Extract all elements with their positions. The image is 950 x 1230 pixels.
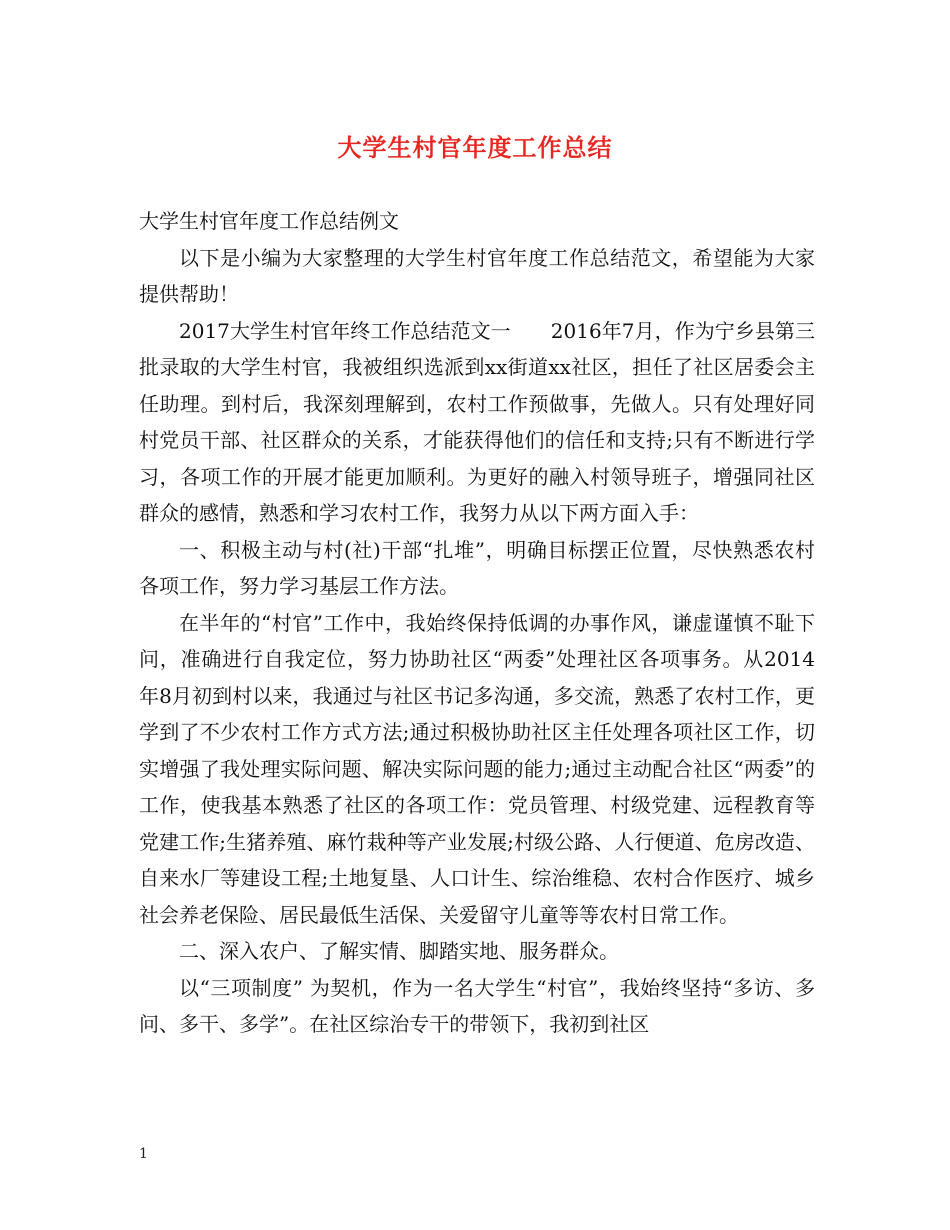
paragraph-section-two-body: 以“三项制度” 为契机，作为一名大学生“村官”，我始终坚持“多访、多问、多干、多学”。在社区综治专干的带领下，我初到社区 xyxy=(139,975,815,1036)
paragraph-overview: 2017大学生村官年终工作总结范文一 2016年7月，作为宁乡县第三批录取的大学生村官，我被组织选派到xx街道xx社区，担任了社区居委会主任助理。到村后，我深刻理解到，农村工作预做事，先做人。只有处理好同村党员干部、社区群众的关系，才能获得他们的信任和支持;只有不断进行学习，各项工作的开展才能更加顺利。为更好的融入村领导班子，增强同社区群众的感情，熟悉和学习农村工作，我努力从以下两方面入手： xyxy=(139,318,815,525)
document-title: 大学生村官年度工作总结 xyxy=(337,133,613,162)
paragraph-section-one-body: 在半年的“村官”工作中，我始终保持低调的办事作风，谦虚谨慎不耻下问，准确进行自我定位，努力协助社区“两委”处理社区各项事务。从2014 年8月初到村以来，我通过与社区书记多沟通，多交流，熟悉了农村工作，更学到了不少农村工作方式方法;通过积极协助社区主任处理各项社区工作，切实增强了我处理实际问题、解决实际问题的能力;通过主动配合社区“两委”的工作，使我基本熟悉了社区的各项工作：党员管理、村级党建、远程教育等党建工作;生猪养殖、麻竹栽种等产业发展;村级公路、人行便道、危房改造、自来水厂等建设工程;土地复垦、人口计生、综治维稳、农村合作医疗、城乡社会养老保险、居民最低生活保、关爱留守儿童等等农村日常工作。 xyxy=(139,610,815,927)
document-body xyxy=(139,203,815,1043)
paragraph-intro: 以下是小编为大家整理的大学生村官年度工作总结范文，希望能为大家提供帮助！ xyxy=(139,245,815,306)
paragraph-subtitle: 大学生村官年度工作总结例文 xyxy=(139,209,399,233)
paragraph-section-two-heading: 二、深入农户、了解实情、脚踏实地、服务群众。 xyxy=(179,939,619,963)
paragraph-section-one-heading: 一、积极主动与村(社)干部“扎堆”，明确目标摆正位置，尽快熟悉农村各项工作，努力学习基层工作方法。 xyxy=(139,537,815,598)
page-number: 1 xyxy=(139,1146,148,1162)
